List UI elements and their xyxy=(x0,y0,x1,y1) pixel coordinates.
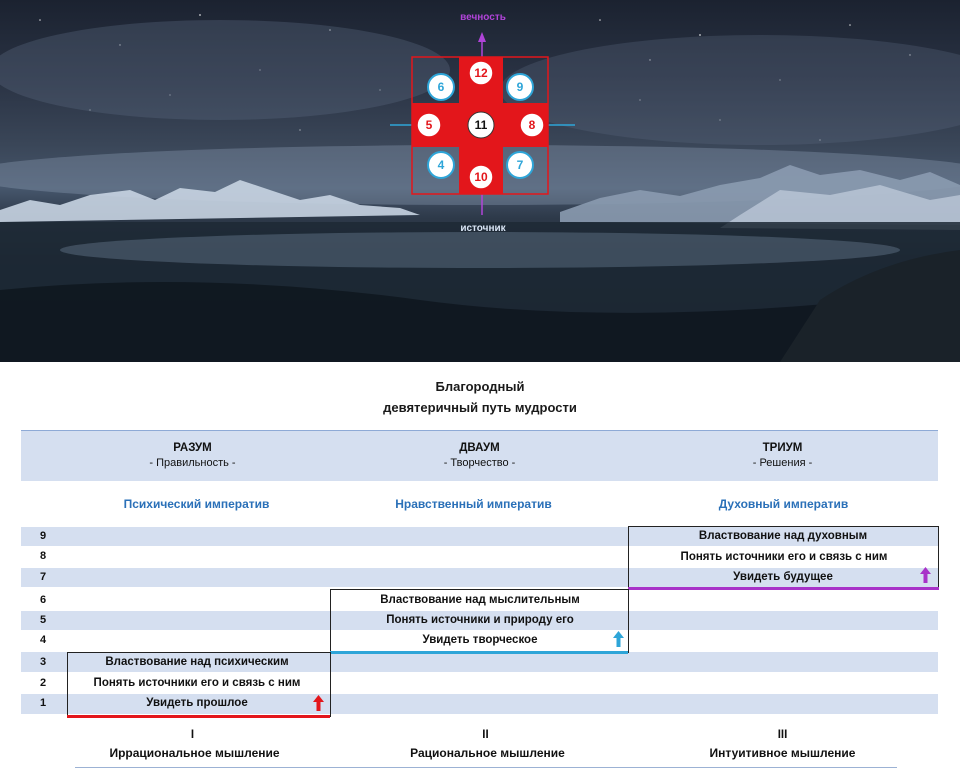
column-sub: - Правильность - xyxy=(149,457,236,469)
circle-6 xyxy=(428,74,454,100)
roman-2: II xyxy=(482,729,489,741)
step-spiritual-7: Увидеть будущее xyxy=(733,571,833,583)
column-header-razum xyxy=(40,442,345,490)
circle-5 xyxy=(417,113,441,137)
row-number-9: 9 xyxy=(39,530,47,542)
row-number-4: 4 xyxy=(39,634,47,646)
circle-9 xyxy=(507,74,533,100)
circle-10 xyxy=(469,165,493,189)
water-reflection xyxy=(60,232,900,268)
column-header-trium xyxy=(630,442,935,490)
circle-4 xyxy=(428,152,454,178)
step-mental-6: Властвование над мыслительным xyxy=(380,594,580,606)
hero-image xyxy=(0,0,960,362)
step-psychic-1: Увидеть прошлое xyxy=(146,697,248,709)
column-header-dvaum xyxy=(327,442,632,490)
imperative-spiritual: Духовный императив xyxy=(718,497,849,511)
thinking-irrational: Иррациональное мышление xyxy=(109,746,280,760)
svg-text:9: 9 xyxy=(516,80,524,94)
underline-mental xyxy=(330,651,628,654)
svg-text:10: 10 xyxy=(474,170,488,184)
imperative-moral: Нравственный императив xyxy=(395,497,552,511)
step-psychic-2: Понять источники его и связь с ним xyxy=(93,677,301,689)
row-number-8: 8 xyxy=(39,550,47,562)
svg-text:4: 4 xyxy=(437,158,445,172)
thinking-rational: Рациональное мышление xyxy=(410,746,565,760)
row-number-7: 7 xyxy=(39,571,47,583)
step-spiritual-9: Властвование над духовным xyxy=(698,530,868,542)
circle-8 xyxy=(520,113,544,137)
row-number-3: 3 xyxy=(39,656,47,668)
underline-spiritual xyxy=(628,587,939,590)
row-number-5: 5 xyxy=(39,614,47,626)
landscape-illustration xyxy=(0,0,960,362)
cloud xyxy=(0,20,450,120)
up-arrow-icon xyxy=(920,567,931,583)
row-number-1: 1 xyxy=(39,697,47,709)
step-psychic-3: Властвование над психическим xyxy=(105,656,289,668)
column-name: ТРИУМ xyxy=(762,442,803,454)
column-name: РАЗУМ xyxy=(173,442,212,454)
thinking-intuitive: Интуитивное мышление xyxy=(709,746,856,760)
roman-3: III xyxy=(777,729,788,741)
row-number-6: 6 xyxy=(39,594,47,606)
svg-text:5: 5 xyxy=(425,118,433,132)
up-arrow-icon xyxy=(613,631,624,647)
cloud xyxy=(500,35,960,145)
column-sub: - Творчество - xyxy=(443,457,516,469)
footer-divider xyxy=(75,767,897,768)
label-source: источник xyxy=(460,223,506,234)
label-eternity: вечность xyxy=(460,12,506,23)
imperative-psychic: Психический императив xyxy=(123,497,270,511)
svg-text:12: 12 xyxy=(474,66,488,80)
row-number-2: 2 xyxy=(39,677,47,689)
circle-11 xyxy=(468,112,494,138)
column-name: ДВАУМ xyxy=(459,442,500,454)
title-line-1: Благородный xyxy=(435,379,525,394)
step-mental-5: Понять источники и природу его xyxy=(386,614,574,626)
circle-12 xyxy=(469,61,493,85)
roman-1: I xyxy=(190,729,195,741)
title-line-2: девятеричный путь мудрости xyxy=(383,400,577,415)
svg-text:8: 8 xyxy=(528,118,536,132)
svg-text:7: 7 xyxy=(516,158,524,172)
step-mental-4: Увидеть творческое xyxy=(422,634,538,646)
step-spiritual-8: Понять источники его и связь с ним xyxy=(680,551,888,563)
up-arrow-icon xyxy=(478,32,486,42)
column-sub: - Решения - xyxy=(752,457,813,469)
svg-text:11: 11 xyxy=(474,118,488,132)
underline-psychic xyxy=(67,715,330,718)
circle-7 xyxy=(507,152,533,178)
svg-text:6: 6 xyxy=(437,80,445,94)
up-arrow-icon xyxy=(313,695,324,711)
